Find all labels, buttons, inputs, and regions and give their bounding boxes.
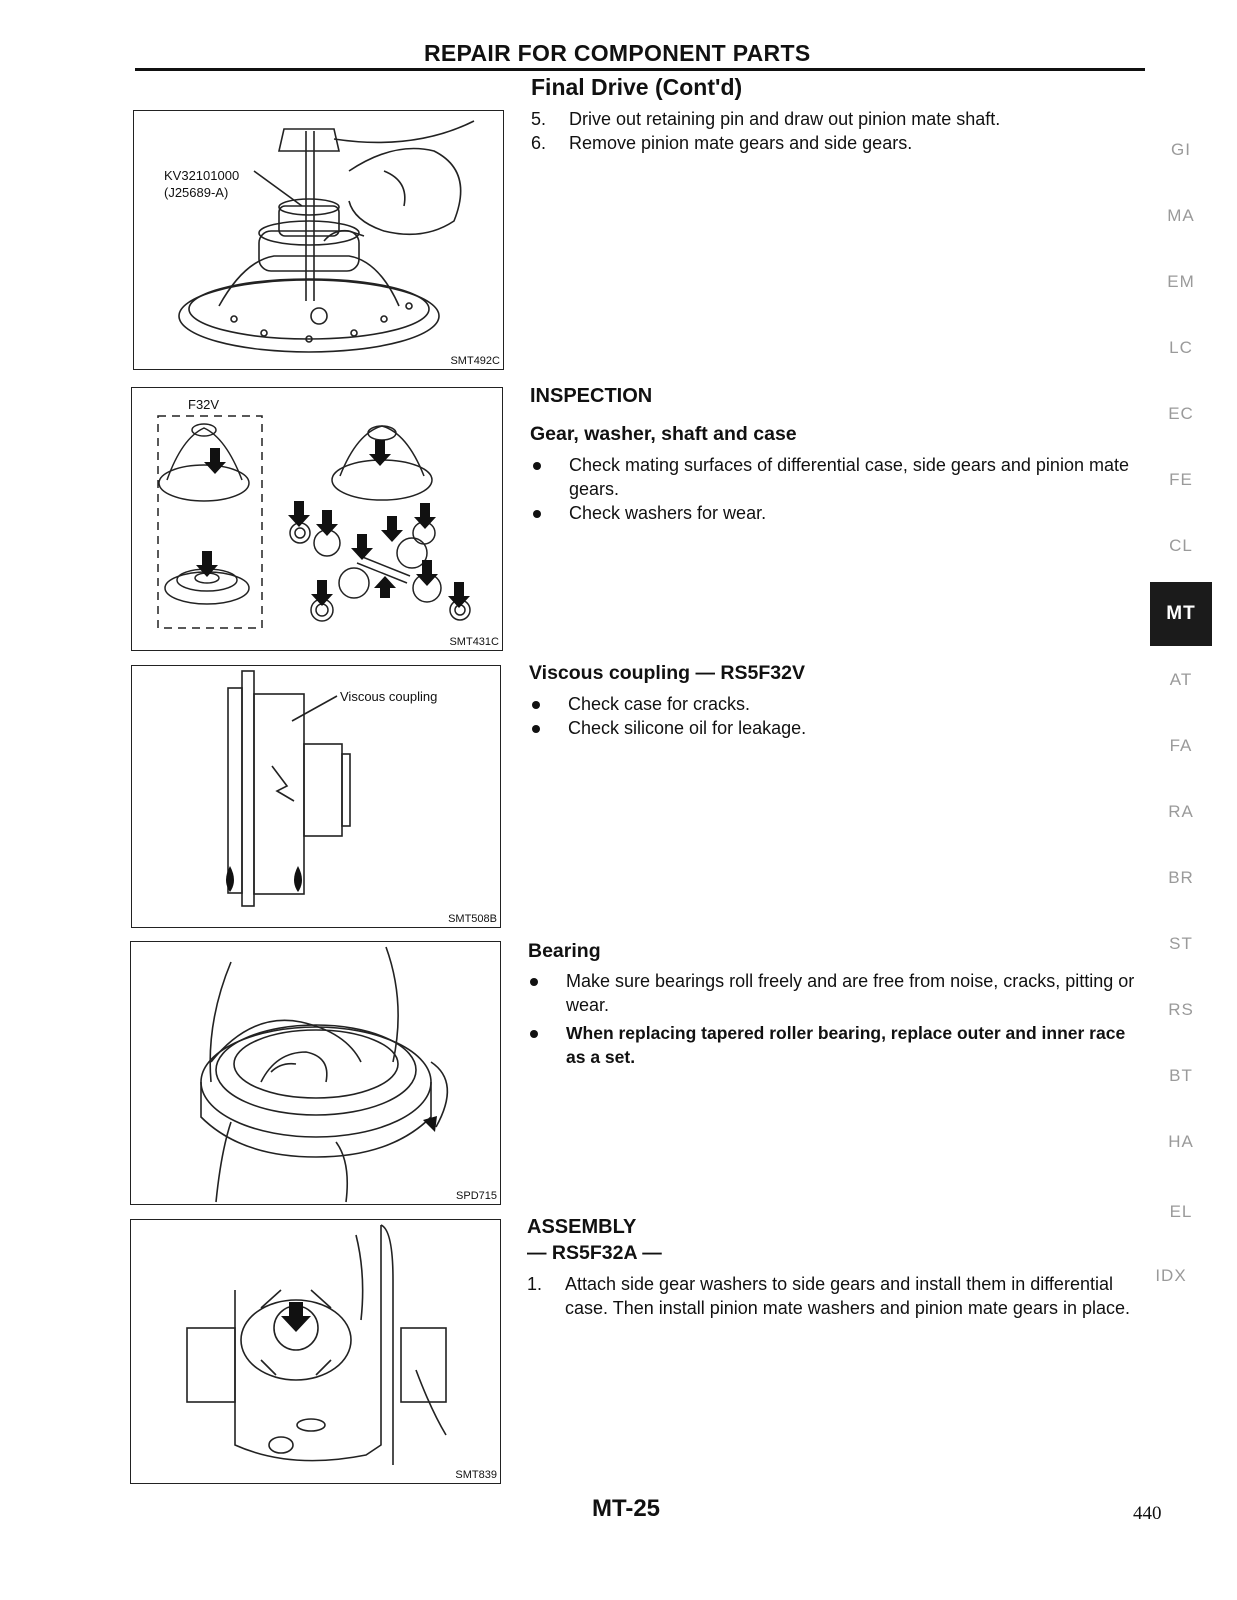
figure-code: SMT492C (450, 355, 500, 367)
header-rule (135, 68, 1145, 71)
tab-gi[interactable]: GI (1171, 140, 1191, 159)
tab-rs[interactable]: RS (1168, 1000, 1194, 1019)
figure-code: SMT508B (448, 913, 497, 925)
figure-inspection-parts (131, 387, 503, 651)
tab-em[interactable]: EM (1167, 272, 1195, 291)
tab-idx[interactable]: IDX (1155, 1266, 1187, 1285)
tool-number-alt-label: (J25689-A) (164, 185, 229, 200)
figure-assembly (130, 1219, 501, 1484)
gear-washer-heading: Gear, washer, shaft and case (530, 423, 797, 445)
tab-fa[interactable]: FA (1169, 736, 1193, 755)
bullet-icon (533, 462, 541, 470)
bullet-icon (532, 725, 540, 733)
tab-ec[interactable]: EC (1168, 404, 1194, 423)
removal-steps (531, 107, 1131, 155)
hammer-drift-illustration (134, 111, 502, 368)
page-header-title: REPAIR FOR COMPONENT PARTS (424, 40, 811, 66)
assembly-heading: ASSEMBLY (527, 1216, 637, 1238)
tool-number-label: KV32101000 (164, 168, 240, 183)
viscous-coupling-label: Viscous coupling (340, 689, 438, 704)
tab-lc[interactable]: LC (1169, 338, 1193, 357)
tab-bt[interactable]: BT (1169, 1066, 1193, 1085)
step-item: 6. Remove pinion mate gears and side gears. (531, 133, 913, 153)
tab-cl[interactable]: CL (1169, 536, 1193, 555)
bearing-bullets (528, 969, 1142, 1069)
bullet-item: Check case for cracks. (530, 692, 1130, 716)
bullet-item: When replacing tapered roller bearing, replace outer and inner race as a set. (528, 1021, 1142, 1069)
step-item: 5. Drive out retaining pin and draw out pinion mate shaft. (531, 109, 1001, 129)
viscous-coupling-heading: Viscous coupling — RS5F32V (529, 662, 805, 684)
bullet-item: Make sure bearings roll freely and are free from noise, cracks, pitting or wear. (528, 969, 1142, 1017)
bullet-item: Check washers for wear. (531, 501, 1143, 525)
tab-at[interactable]: AT (1169, 670, 1193, 689)
viscous-coupling-illustration (132, 666, 499, 926)
bullet-icon (530, 978, 538, 986)
bearing-heading: Bearing (528, 940, 601, 962)
bullet-item: Check mating surfaces of differential case, side gears and pinion mate gears. (531, 453, 1143, 501)
differential-case-illustration (131, 1220, 499, 1482)
gear-bullets (531, 453, 1143, 525)
tab-mt[interactable]: MT (1150, 582, 1212, 646)
section-title: Final Drive (Cont'd) (531, 74, 743, 100)
step-item: 1. Attach side gear washers to side gears and install them in differential case. Then install pinion mate washers and pinion mate gears in place. (527, 1274, 1130, 1318)
tab-el[interactable]: EL (1169, 1202, 1193, 1221)
tab-ra[interactable]: RA (1168, 802, 1194, 821)
bullet-icon (530, 1030, 538, 1038)
tab-ha[interactable]: HA (1168, 1132, 1194, 1151)
page-number: MT-25 (592, 1495, 661, 1522)
bullet-icon (532, 701, 540, 709)
page-index-number: 440 (1133, 1503, 1162, 1524)
figure-retaining-pin (133, 110, 504, 370)
viscous-bullets (530, 692, 1130, 740)
figure-bearing (130, 941, 501, 1205)
bearing-hand-illustration (131, 942, 499, 1203)
tab-br[interactable]: BR (1168, 868, 1194, 887)
figure-code: SMT839 (455, 1469, 497, 1481)
bullet-icon (533, 510, 541, 518)
assembly-subheading: — RS5F32A — (527, 1242, 662, 1264)
figure-code: SMT431C (449, 636, 499, 648)
assembly-steps (527, 1272, 1141, 1320)
gear-parts-illustration (132, 388, 501, 649)
model-label: F32V (188, 397, 220, 412)
tab-ma[interactable]: MA (1167, 206, 1195, 225)
bullet-item: Check silicone oil for leakage. (530, 716, 1130, 740)
tab-fe[interactable]: FE (1169, 470, 1193, 489)
figure-code: SPD715 (456, 1190, 497, 1202)
inspection-heading: INSPECTION (530, 385, 653, 407)
tab-st[interactable]: ST (1169, 934, 1193, 953)
figure-viscous-coupling (131, 665, 501, 928)
